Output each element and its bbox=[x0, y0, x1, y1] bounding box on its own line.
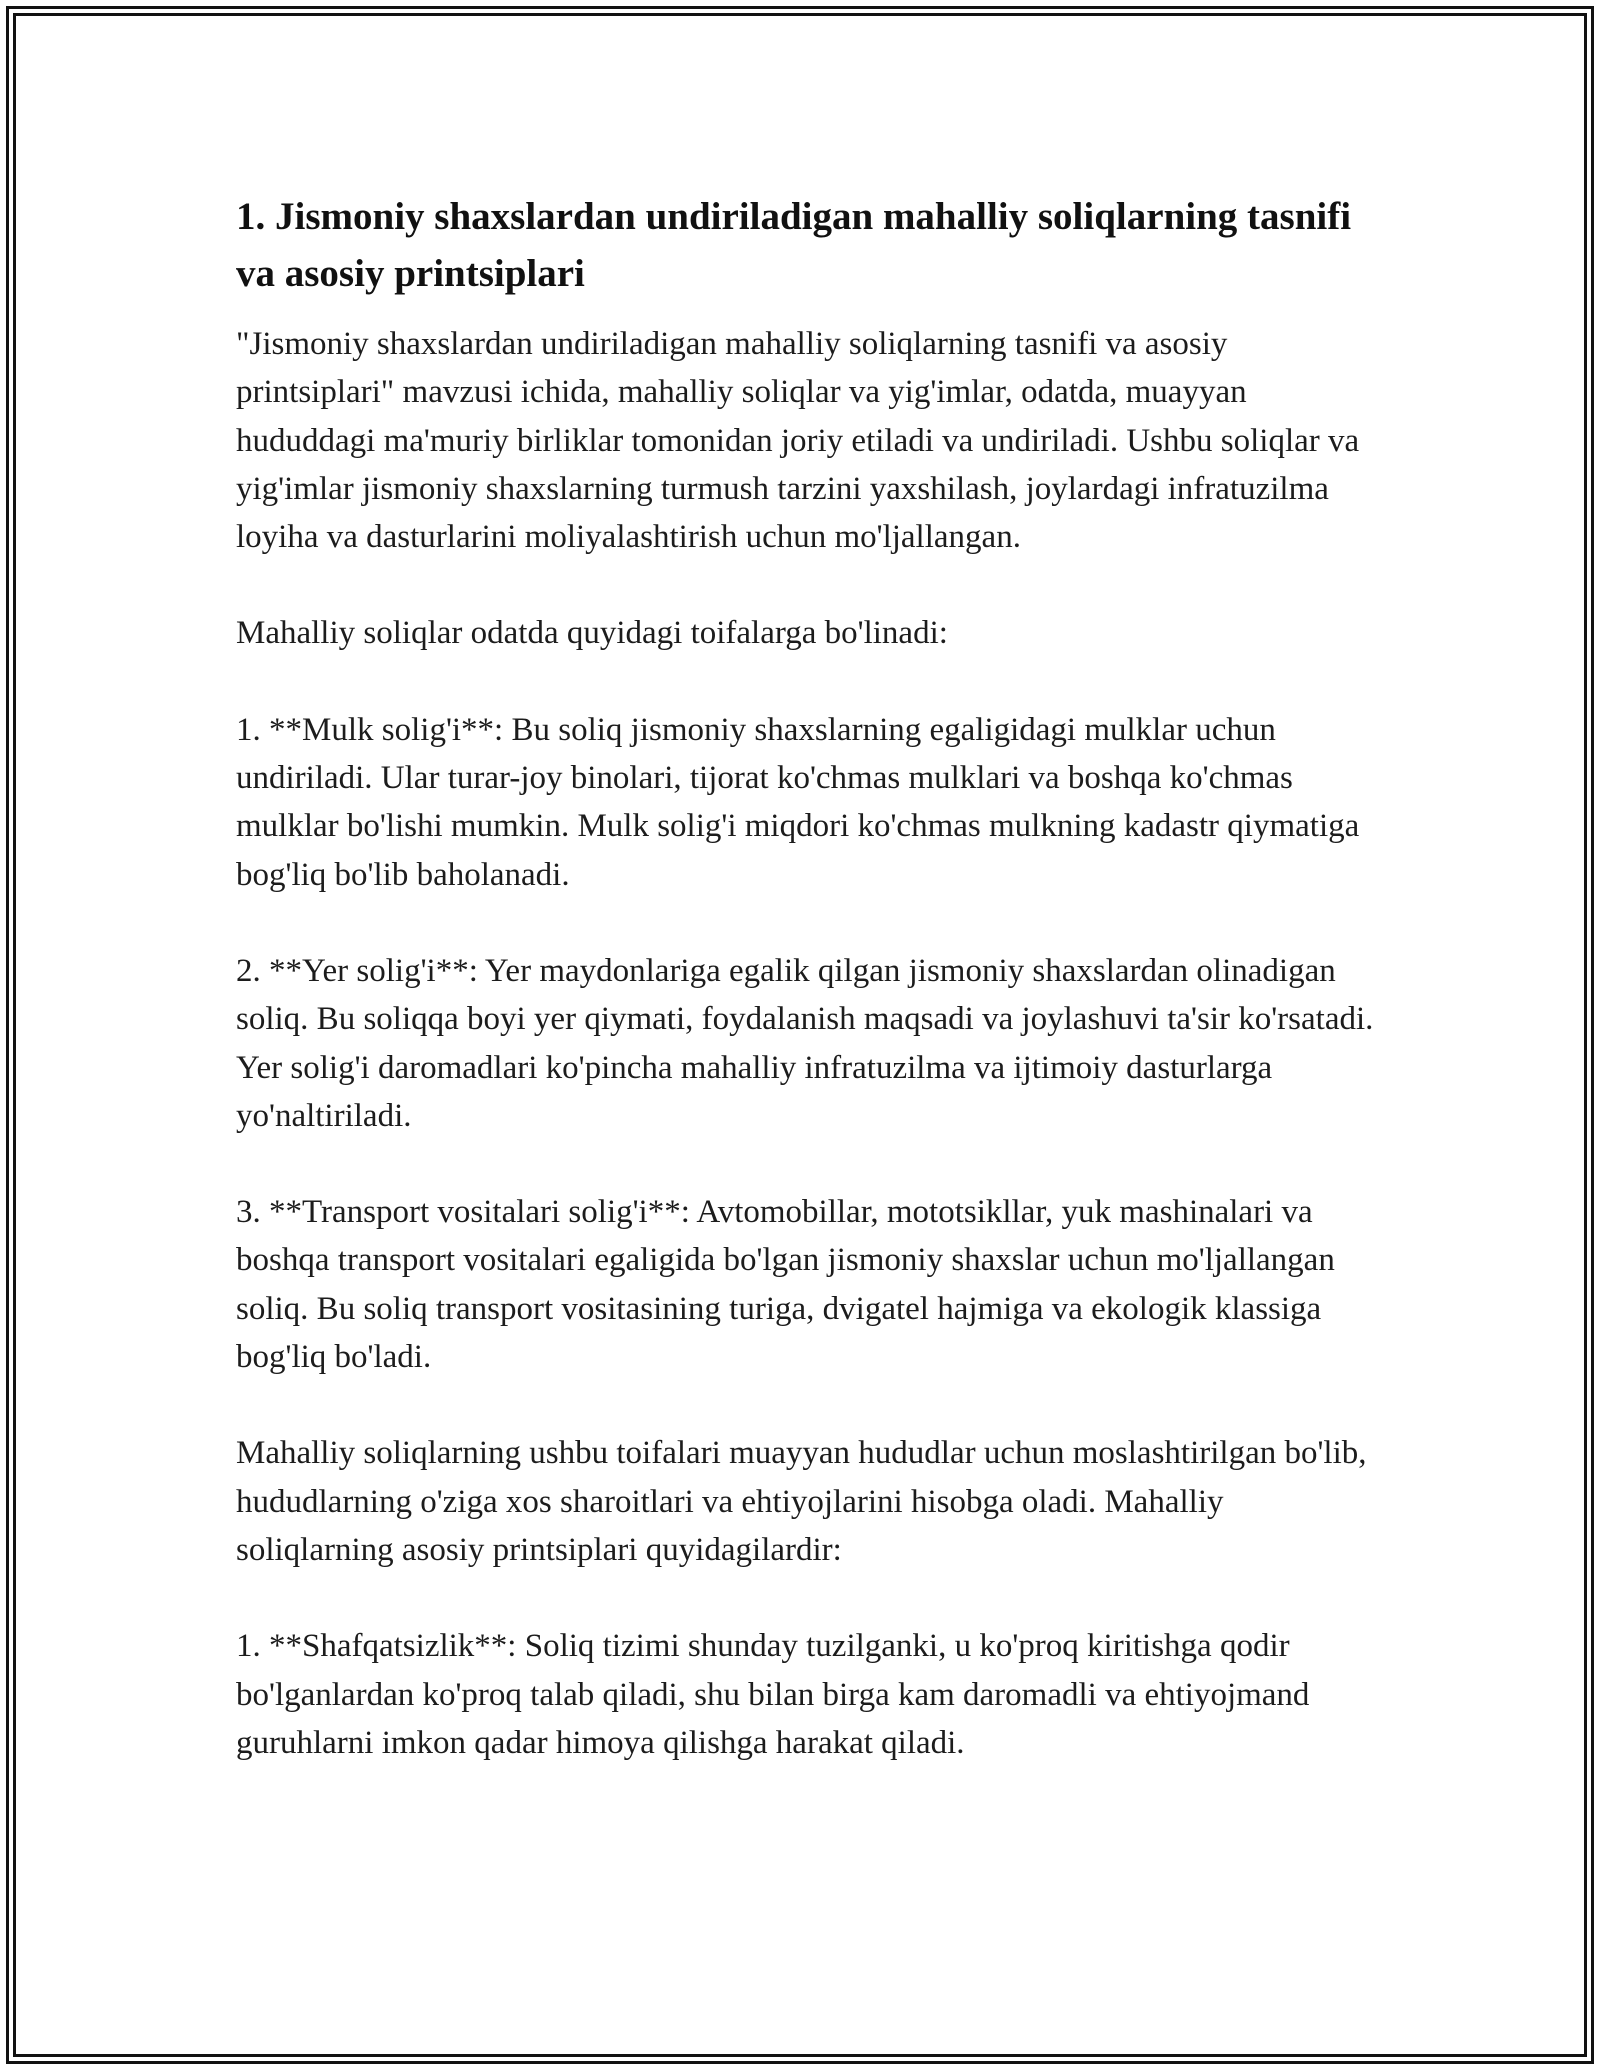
document-title: 1. Jismoniy shaxslardan undiriladigan mahalliy soliqlarning tasnifi va asosiy printsiplari bbox=[236, 195, 1352, 295]
paragraph-intro: "Jismoniy shaxslardan undiriladigan mahalliy soliqlarning tasnifi va asosiy printsiplari" mavzusi ichida, mahalliy soliqlar va yig'imlar, odatda, muayyan hududdagi ma'muriy birliklar tomonidan joriy etiladi va undiriladi. Ushbu soliqlar va yig'imlar jismoniy shaxslarning turmush tarzini yaxshilash, joylardagi infratuzilma loyiha va dasturlarini moliyalashtirish uchun mo'ljallangan. bbox=[236, 326, 1360, 556]
paragraph-property-tax: 1. **Mulk solig'i**: Bu soliq jismoniy shaxslarning egaligidagi mulklar uchun undiriladi. Ular turar-joy binolari, tijorat ko'chmas mulklari va boshqa ko'chmas mulklar bo'lishi mumkin. Mulk solig'i miqdori ko'chmas mulkning kadastr qiymatiga bog'liq bo'lib baholanadi. bbox=[236, 711, 1360, 893]
paragraph-principle-1: 1. **Shafqatsizlik**: Soliq tizimi shunday tuzilganki, u ko'proq kiritishga qodir bo'lganlardan ko'proq talab qiladi, shu bilan birga kam daromadli va ehtiyojmand guruhlarni imkon qadar himoya qilishga harakat qiladi. bbox=[236, 1628, 1310, 1761]
document-body bbox=[236, 188, 1386, 1767]
paragraph-vehicle-tax: 3. **Transport vositalari solig'i**: Avtomobillar, mototsikllar, yuk mashinalari va boshqa transport vositalari egaligida bo'lgan jismoniy shaxslar uchun mo'ljallangan soliq. Bu soliq transport vositasining turiga, dvigatel hajmiga va ekologik klassiga bog'liq bo'ladi. bbox=[236, 1194, 1335, 1376]
paragraph-land-tax: 2. **Yer solig'i**: Yer maydonlariga egalik qilgan jismoniy shaxslardan olinadigan soliq. Bu soliqqa boyi yer qiymati, foydalanish maqsadi va joylashuvi ta'sir ko'rsatadi. Yer solig'i daromadlari ko'pincha mahalliy infratuzilma va ijtimoiy dasturlarga yo'naltiriladi. bbox=[236, 952, 1374, 1134]
paragraph-principles-intro: Mahalliy soliqlarning ushbu toifalari muayyan hududlar uchun moslashtirilgan bo'lib, hududlarning o'ziga xos sharoitlari va ehtiyojlarini hisobga oladi. Mahalliy soliqlarning asosiy printsiplari quyidagilardir: bbox=[236, 1435, 1367, 1568]
paragraph-categories-intro: Mahalliy soliqlar odatda quyidagi toifalarga bo'linadi: bbox=[236, 615, 948, 652]
